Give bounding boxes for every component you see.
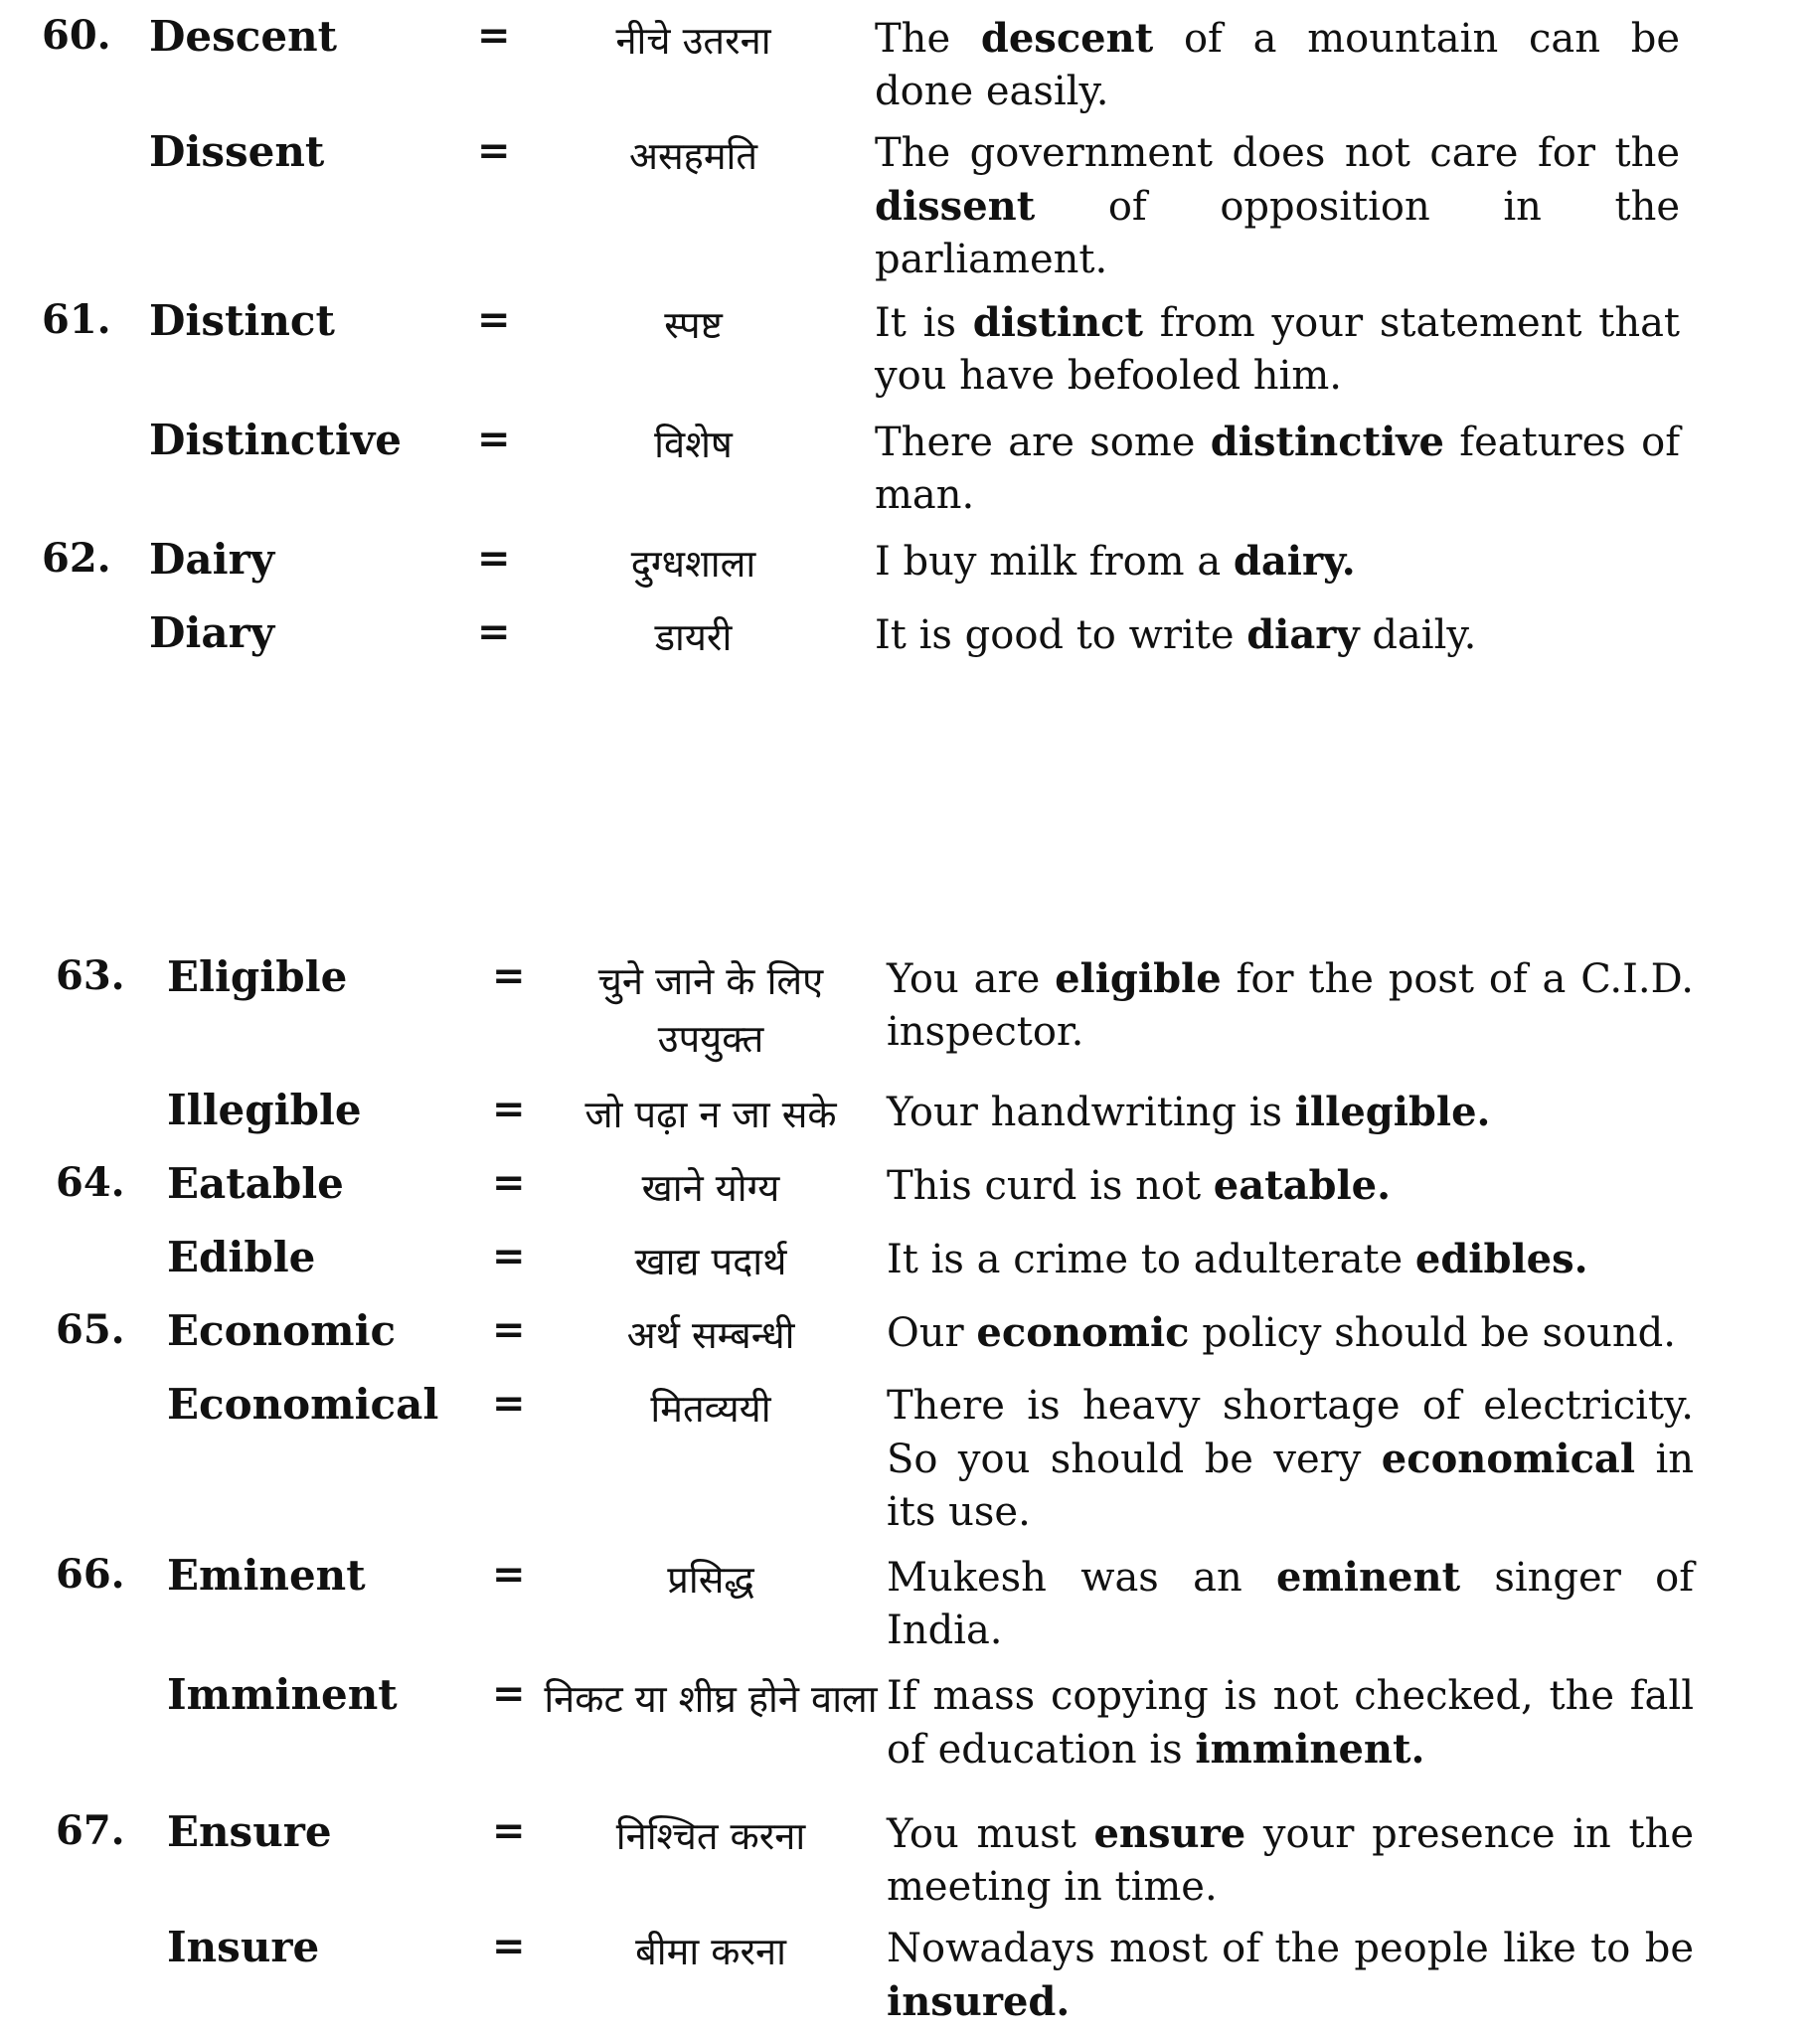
example-sentence: I buy milk from a dairy. — [875, 538, 1356, 585]
equals-sign: = — [477, 416, 511, 462]
hindi-meaning: बीमा करना — [635, 1930, 786, 1973]
entry-word: Insure — [167, 1923, 320, 1971]
hindi-meaning: निश्चित करना — [615, 1814, 806, 1858]
entry-word: Illegible — [167, 1086, 362, 1134]
entry-word: Dairy — [149, 535, 275, 584]
equals-sign: = — [492, 952, 526, 999]
equals-sign: = — [477, 12, 511, 59]
equals-sign: = — [492, 1159, 526, 1206]
hindi-meaning: दुग्धशाला — [630, 542, 756, 586]
hindi-meaning: डायरी — [654, 615, 733, 659]
entry-number: 67. — [56, 1807, 125, 1854]
hindi-meaning: अर्थ सम्बन्धी — [626, 1313, 795, 1357]
equals-sign: = — [492, 1551, 526, 1598]
example-sentence: There are some distinctive features of man. — [875, 419, 1681, 518]
example-sentence: This curd is not eatable. — [887, 1162, 1392, 1209]
entry-word: Eminent — [167, 1551, 366, 1600]
hindi-meaning: चुने जाने के लिए उपयुक्त — [597, 959, 824, 1061]
entry-word: Eligible — [167, 952, 348, 1001]
entry-word: Descent — [149, 12, 338, 61]
entry-word: Ensure — [167, 1807, 332, 1856]
example-sentence: If mass copying is not checked, the fall of education is imminent. — [887, 1673, 1694, 1773]
example-sentence: It is a crime to adulterate edibles. — [887, 1236, 1588, 1282]
example-sentence: It is distinct from your statement that you have befooled him. — [875, 299, 1681, 399]
entry-word: Imminent — [167, 1670, 398, 1719]
equals-sign: = — [477, 535, 511, 582]
entry-word: Edible — [167, 1233, 316, 1281]
hindi-meaning: प्रसिद्ध — [667, 1558, 754, 1602]
example-sentence: Your handwriting is illegible. — [887, 1089, 1491, 1135]
example-sentence: You are eligible for the post of a C.I.D. inspector. — [887, 955, 1694, 1055]
equals-sign: = — [492, 1807, 526, 1854]
example-sentence: There is heavy shortage of electricity. So you should be very economical in its use. — [887, 1383, 1694, 1535]
entry-word: Economical — [167, 1380, 439, 1429]
hindi-meaning: असहमति — [628, 134, 758, 178]
example-sentence: You must ensure your presence in the meeting in time. — [887, 1810, 1695, 1910]
hindi-meaning: स्पष्ट — [664, 303, 723, 347]
entry-number: 64. — [56, 1159, 125, 1206]
hindi-meaning: विशेष — [654, 423, 733, 466]
entry-word: Economic — [167, 1306, 397, 1355]
hindi-meaning: खाद्य पदार्थ — [634, 1240, 787, 1283]
example-sentence: Nowadays most of the people like to be insured. — [887, 1926, 1694, 2025]
entry-word: Diary — [149, 608, 275, 657]
equals-sign: = — [492, 1086, 526, 1132]
entry-word: Eatable — [167, 1159, 344, 1208]
entry-word: Distinctive — [149, 416, 402, 464]
hindi-meaning: निकट या शीघ्र होने वाला — [544, 1677, 878, 1721]
example-sentence: It is good to write diary daily. — [875, 611, 1477, 658]
equals-sign: = — [492, 1670, 526, 1717]
entry-number: 62. — [42, 535, 111, 582]
equals-sign: = — [492, 1380, 526, 1427]
entry-number: 66. — [56, 1551, 125, 1598]
hindi-meaning: नीचे उतरना — [615, 19, 771, 63]
hindi-meaning: खाने योग्य — [641, 1166, 780, 1210]
example-sentence: Mukesh was an eminent singer of India. — [887, 1554, 1694, 1653]
equals-sign: = — [492, 1306, 526, 1353]
entry-word: Dissent — [149, 127, 325, 176]
example-sentence: Our economic policy should be sound. — [887, 1309, 1676, 1356]
equals-sign: = — [492, 1923, 526, 1969]
entry-number: 60. — [42, 12, 111, 59]
hindi-meaning: जो पढ़ा न जा सके — [584, 1093, 837, 1136]
entry-number: 65. — [56, 1306, 125, 1353]
example-sentence: The descent of a mountain can be done easily. — [875, 15, 1681, 114]
entry-word: Distinct — [149, 296, 335, 345]
entry-number: 61. — [42, 296, 111, 343]
hindi-meaning: मितव्ययी — [650, 1387, 771, 1431]
equals-sign: = — [477, 608, 511, 655]
equals-sign: = — [477, 127, 511, 174]
entry-number: 63. — [56, 952, 125, 999]
equals-sign: = — [492, 1233, 526, 1279]
equals-sign: = — [477, 296, 511, 343]
example-sentence: The government does not care for the dissent of opposition in the parliament. — [875, 130, 1680, 282]
